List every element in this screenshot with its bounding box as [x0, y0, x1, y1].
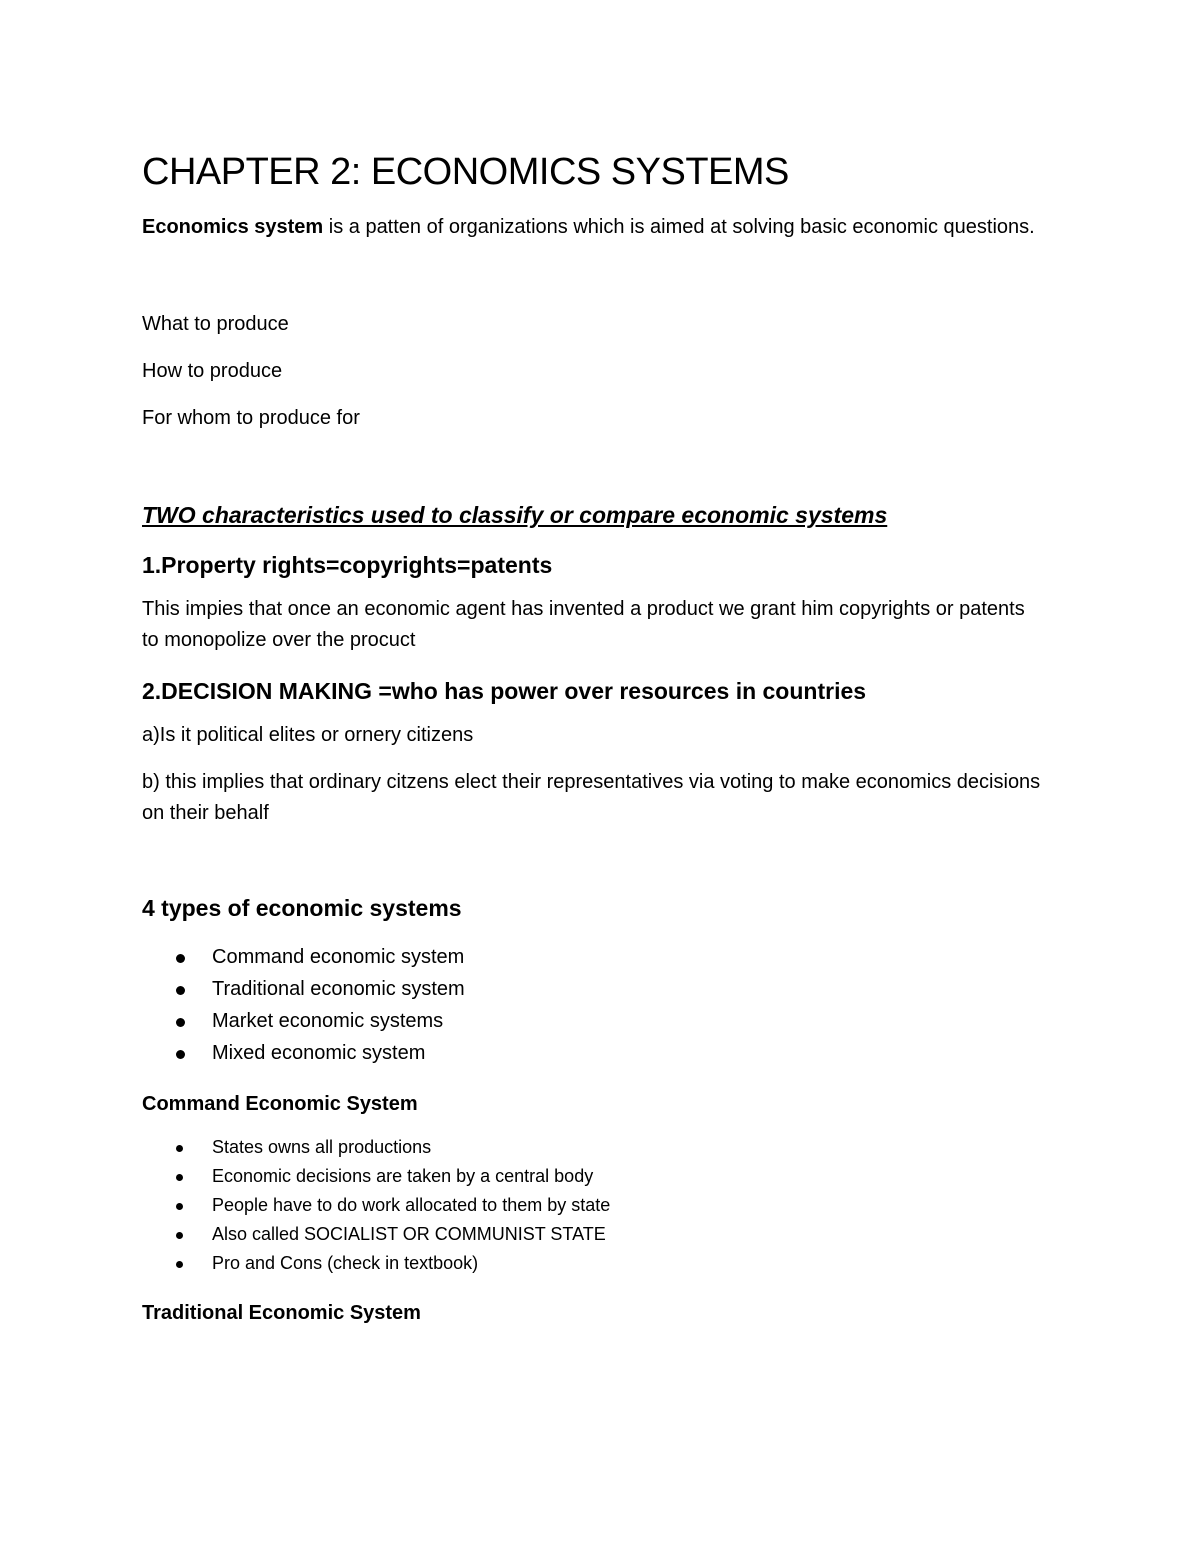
decision-b: b) this implies that ordinary citzens elect their representatives via voting to make economics decisions on their behalf — [142, 771, 1041, 824]
list-item — [142, 1249, 1042, 1278]
chapter-title: CHAPTER 2: ECONOMICS SYSTEMS — [142, 151, 789, 193]
command-points-list — [142, 1133, 1042, 1278]
list-item — [142, 941, 1042, 973]
decision-heading: 2.DECISION MAKING =who has power over resources in countries — [142, 678, 867, 704]
characteristics-heading: TWO characteristics used to classify or compare economic systems — [142, 502, 888, 528]
decision-a: a)Is it political elites or ornery citizens — [142, 724, 474, 746]
bullet-icon — [176, 1261, 183, 1268]
command-heading: Command Economic System — [142, 1093, 418, 1115]
list-item — [142, 1037, 1042, 1069]
types-list — [142, 941, 1042, 1069]
bullet-icon — [176, 1174, 183, 1181]
bullet-icon — [176, 1232, 183, 1239]
list-item-text: Pro and Cons (check in textbook) — [212, 1253, 479, 1273]
list-item-text: States owns all productions — [212, 1137, 432, 1157]
document-body — [142, 150, 1042, 1342]
list-item-text: Economic decisions are taken by a central body — [212, 1166, 594, 1186]
types-heading: 4 types of economic systems — [142, 895, 462, 921]
property-text: This impies that once an economic agent has invented a product we grant him copyrights or patents to monopolize over the procuct — [142, 598, 1025, 651]
list-item-text: Mixed economic system — [212, 1042, 426, 1064]
traditional-heading: Traditional Economic System — [142, 1302, 421, 1324]
question-item: For whom to produce for — [142, 407, 360, 429]
list-item — [142, 1162, 1042, 1191]
bullet-icon — [176, 1018, 185, 1027]
list-item-text: People have to do work allocated to them by state — [212, 1195, 611, 1215]
bullet-icon — [176, 986, 185, 995]
list-item-text: Also called SOCIALIST OR COMMUNIST STATE — [212, 1224, 606, 1244]
list-item-text: Market economic systems — [212, 1010, 444, 1032]
bullet-icon — [176, 1050, 185, 1059]
question-item: How to produce — [142, 360, 283, 382]
property-heading: 1.Property rights=copyrights=patents — [142, 552, 553, 578]
list-item-text: Traditional economic system — [212, 978, 465, 1000]
list-item — [142, 1220, 1042, 1249]
list-item — [142, 973, 1042, 1005]
list-item — [142, 1133, 1042, 1162]
definition-term: Economics system — [142, 216, 324, 238]
bullet-icon — [176, 1203, 183, 1210]
question-item: What to produce — [142, 313, 289, 335]
definition-paragraph — [142, 212, 1042, 243]
list-item — [142, 1005, 1042, 1037]
list-item-text: Command economic system — [212, 946, 465, 968]
bullet-icon — [176, 1145, 183, 1152]
definition-text: is a patten of organizations which is aimed at solving basic economic questions. — [323, 216, 1035, 238]
bullet-icon — [176, 954, 185, 963]
list-item — [142, 1191, 1042, 1220]
